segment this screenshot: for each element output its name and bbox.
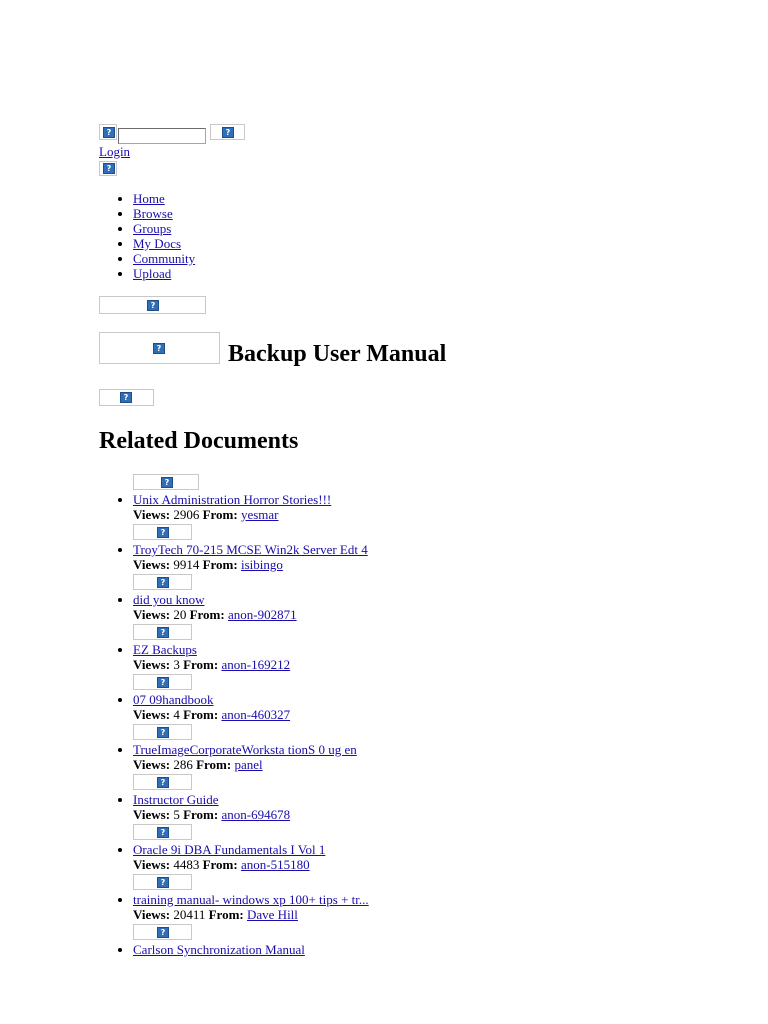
list-item [133,624,369,674]
related-document-link[interactable]: TroyTech 70-215 MCSE Win2k Server Edt 4 [133,542,368,557]
list-item [133,724,369,774]
broken-image-icon: ? [222,127,234,138]
from-label: From: [202,557,238,572]
list-item [133,824,369,874]
document-thumbnail[interactable] [133,474,199,490]
document-thumbnail[interactable] [133,724,192,740]
broken-image-icon: • ? [157,927,169,938]
related-documents-list [99,474,369,974]
views-label: Views: [133,757,171,772]
document-title: Backup User Manual [228,341,447,367]
related-document-link[interactable]: did you know [133,592,205,607]
ad-banner-image[interactable] [99,296,206,314]
views-count: 9914 [173,557,200,572]
search-input[interactable] [118,128,206,144]
views-count: 4483 [173,857,200,872]
broken-image-icon: ? [103,163,115,174]
from-label: From: [189,607,225,622]
views-count: 20 [173,607,187,622]
list-item [133,574,369,624]
document-thumbnail[interactable] [133,574,192,590]
nav-item-home [133,190,195,205]
list-item [133,774,369,824]
nav-link-community[interactable]: Community [133,251,196,266]
from-label: From: [196,757,232,772]
related-document-link[interactable]: Instructor Guide [133,792,219,807]
from-label: From: [202,857,238,872]
list-item [133,924,369,974]
login-link[interactable]: Login [99,144,131,159]
related-document-link[interactable]: training manual- windows xp 100+ tips + tr... [133,892,369,907]
related-document-link[interactable]: 07 09handbook [133,692,214,707]
list-item [133,524,369,574]
document-stats [133,707,369,722]
views-count: 3 [173,657,180,672]
broken-image-icon: • ? [157,677,169,688]
author-link[interactable]: Dave Hill [247,907,298,922]
author-link[interactable]: anon-694678 [221,807,291,822]
views-count: 20411 [173,907,206,922]
related-document-link[interactable]: Unix Administration Horror Stories!!! [133,492,332,507]
nav-link-upload[interactable]: Upload [133,266,172,281]
views-count: 4 [173,707,180,722]
broken-image-icon: • ? [157,527,169,538]
nav-link-home[interactable]: Home [133,191,165,206]
nav-item-community [133,250,195,265]
views-count: 286 [173,757,193,772]
views-label: Views: [133,807,171,822]
nav-link-browse[interactable]: Browse [133,206,173,221]
from-label: From: [208,907,244,922]
main-nav [99,190,195,280]
views-label: Views: [133,707,171,722]
broken-image-icon: ? [120,392,132,403]
views-label: Views: [133,557,171,572]
document-thumbnail[interactable] [133,674,192,690]
action-image[interactable] [99,389,154,406]
broken-image-icon: ? [103,127,115,138]
document-stats [133,857,369,872]
document-thumbnail[interactable] [133,924,192,940]
views-count: 5 [173,807,180,822]
views-count: 2906 [173,507,200,522]
document-thumbnail[interactable] [133,774,192,790]
search-button[interactable] [210,124,245,140]
author-link[interactable]: yesmar [240,507,279,522]
document-stats [133,507,369,522]
document-stats [133,807,369,822]
views-label: Views: [133,507,171,522]
document-stats [133,757,369,772]
from-label: From: [183,807,219,822]
document-stats [133,657,369,672]
related-document-link[interactable]: EZ Backups [133,642,197,657]
views-label: Views: [133,857,171,872]
author-link[interactable]: anon-515180 [240,857,310,872]
from-label: From: [202,507,238,522]
broken-image-icon: ? [147,300,159,311]
document-thumbnail[interactable] [133,874,192,890]
document-thumbnail[interactable] [133,824,192,840]
nav-link-groups[interactable]: Groups [133,221,172,236]
broken-image-icon: • ? [161,477,173,488]
list-item [133,874,369,924]
related-document-link[interactable]: TrueImageCorporateWorksta tionS 0 ug en [133,742,357,757]
related-documents-heading: Related Documents [99,428,299,454]
author-link[interactable]: anon-169212 [221,657,291,672]
nav-link-my-docs[interactable]: My Docs [133,236,182,251]
document-stats [133,557,369,572]
nav-item-groups [133,220,195,235]
document-stats [133,607,369,622]
author-link[interactable]: panel [234,757,263,772]
list-item [133,474,369,524]
views-label: Views: [133,907,171,922]
from-label: From: [183,707,219,722]
broken-image-icon: • ? [157,827,169,838]
author-link[interactable]: anon-460327 [221,707,291,722]
related-document-link[interactable]: Oracle 9i DBA Fundamentals I Vol 1 [133,842,326,857]
nav-item-my-docs [133,235,195,250]
user-image[interactable] [99,161,117,176]
document-stats [133,907,369,922]
related-document-link[interactable]: Carlson Synchronization Manual [133,942,305,957]
broken-image-icon: • ? [157,627,169,638]
broken-image-icon: • ? [157,727,169,738]
logo-image[interactable] [99,124,117,140]
author-link[interactable]: anon-902871 [227,607,297,622]
list-item [133,674,369,724]
nav-item-upload [133,265,195,280]
document-thumbnail[interactable] [99,332,220,364]
broken-image-icon: • ? [157,877,169,888]
broken-image-icon: • ? [157,577,169,588]
nav-item-browse [133,205,195,220]
broken-image-icon: ? [153,343,165,354]
document-thumbnail[interactable] [133,624,192,640]
from-label: From: [183,657,219,672]
broken-image-icon: • ? [157,777,169,788]
views-label: Views: [133,657,171,672]
document-thumbnail[interactable] [133,524,192,540]
author-link[interactable]: isibingo [240,557,283,572]
views-label: Views: [133,607,171,622]
